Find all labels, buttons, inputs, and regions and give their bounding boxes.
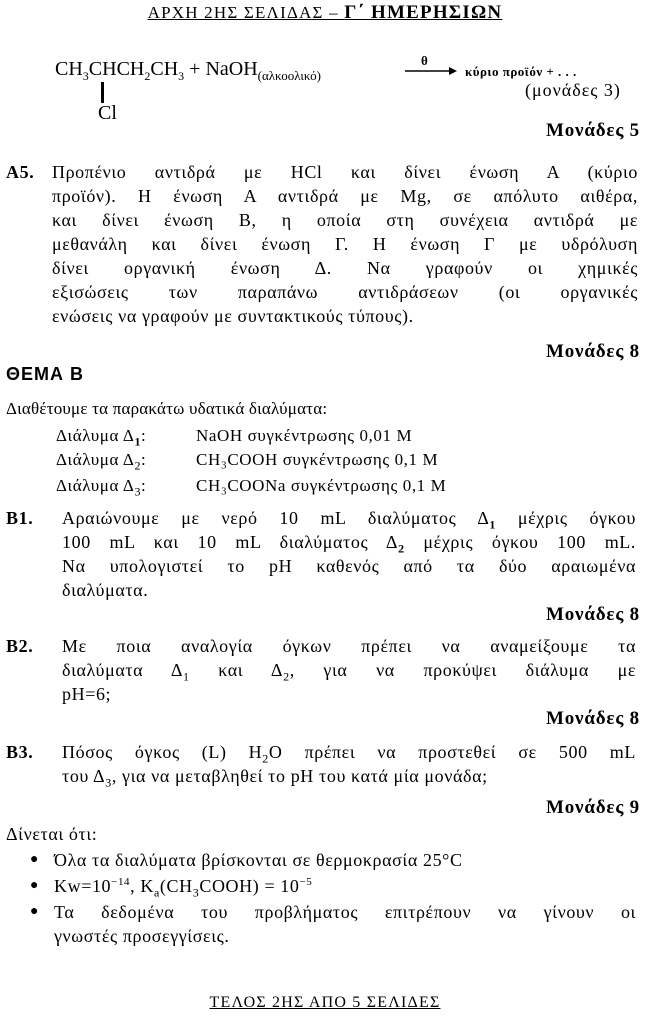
marks-b2: Μονάδες 8	[546, 708, 640, 729]
reaction-marks: (μονάδες 3)	[525, 80, 621, 100]
reaction-equation	[55, 58, 321, 81]
a5-line: και δίνει ένωση Β, η οποία στη συνέχεια αντιδρά με	[52, 210, 638, 230]
b1-line	[62, 506, 636, 530]
b3-sub: 2	[262, 751, 269, 766]
b3-label: Β3.	[6, 742, 34, 762]
b3-line	[62, 740, 636, 764]
given-text: , K	[130, 876, 154, 896]
b2-line	[62, 658, 636, 682]
solution-content: CH₃COONa συγκέντρωσης 0,1 M	[196, 476, 447, 495]
theme-b-title: ΘΕΜΑ Β	[6, 364, 84, 384]
b3-sub: 3	[105, 775, 112, 790]
b3-text: Πόσος όγκος (L) H	[62, 742, 263, 762]
b1-text: 100 mL και 10 mL διαλύματος Δ	[62, 532, 399, 552]
a5-line: δίνει οργανική ένωση Δ. Να γραφούν οι χημικές	[52, 258, 638, 278]
page-footer	[0, 994, 650, 1012]
b3-body	[62, 740, 636, 788]
b2-text: , για να προκύψει διάλυμα με	[289, 660, 637, 680]
b1-body	[62, 506, 636, 602]
solution-name: Διάλυμα Δ	[56, 450, 135, 469]
given-sup: −14	[111, 876, 131, 888]
solution-sub: 2	[134, 458, 142, 473]
given-line: γνωστές προσεγγίσεις.	[54, 926, 230, 946]
given-bullet-text	[30, 874, 636, 898]
a5-line: προϊόν). Η ένωση Α αντιδρά με Mg, σε απόλυτο αιθέρα,	[52, 186, 638, 206]
solution-content: NaOH συγκέντρωσης 0,01 M	[196, 426, 413, 445]
solution-sub: 3	[134, 484, 142, 499]
header-line	[148, 3, 503, 22]
b2-sub: 2	[283, 669, 290, 684]
reaction-arrow-icon	[405, 66, 457, 76]
given-sup: −5	[299, 876, 313, 888]
b2-line: Με ποια αναλογία όγκων πρέπει να αναμείξουμε τα	[62, 636, 636, 656]
reactant-sub: 3	[82, 69, 89, 83]
bullet-icon: ●	[30, 878, 40, 893]
a5-label: Α5.	[6, 162, 35, 182]
solution-sub: 1	[134, 434, 142, 449]
solution-row	[56, 424, 413, 449]
given-bullet-text: Όλα τα διαλύματα βρίσκονται σε θερμοκρασία 25°C	[54, 850, 463, 870]
solution-row	[56, 448, 439, 473]
a5-line: ενώσεις να γραφούν με συντακτικούς τύπους).	[52, 306, 414, 326]
b1-text: μέχρις όγκου	[496, 508, 636, 528]
b2-label: Β2.	[6, 636, 34, 656]
b3-text: O πρέπει να προστεθεί σε 500 mL	[268, 742, 636, 762]
marks-b3: Μονάδες 9	[546, 797, 640, 818]
reactant-mid: CHCH	[88, 58, 145, 80]
solution-name: Διάλυμα Δ	[56, 426, 135, 445]
given-bullet-text	[30, 900, 636, 948]
theme-b-intro: Διαθέτουμε τα παρακάτω υδατικά διαλύματα:	[6, 399, 328, 418]
marks-b1: Μονάδες 8	[546, 604, 640, 625]
b1-sub: 2	[398, 541, 405, 556]
solution-name: Διάλυμα Δ	[56, 476, 135, 495]
marks-a4: Μονάδες 5	[546, 120, 640, 141]
given-line: Τα δεδομένα του προβλήματος επιτρέπουν να γίνουν οι	[54, 902, 636, 922]
solution-colon: :	[141, 476, 147, 495]
b2-sub: 1	[183, 669, 190, 684]
given-text: Kw=10	[54, 876, 112, 896]
b1-label: Β1.	[6, 508, 34, 528]
reactant-ch3: CH	[55, 58, 83, 80]
reagent-naoh: + NaOH	[184, 58, 258, 80]
b1-sub: 1	[489, 517, 496, 532]
given-sub: a	[153, 885, 160, 900]
solution-content: CH₃COOH συγκέντρωσης 0,1 M	[196, 450, 439, 469]
a5-line: μεθανάλη και δίνει ένωση Γ. Η ένωση Γ με υδρόλυση	[52, 234, 638, 254]
b2-text: και Δ	[189, 660, 284, 680]
solution-colon: :	[141, 426, 147, 445]
b1-line	[62, 530, 636, 554]
given-intro: Δίνεται ότι:	[6, 824, 98, 844]
footer-text: ΤΕΛΟΣ 2ΗΣ ΑΠΟ 5 ΣΕΛΙΔΕΣ	[209, 994, 441, 1011]
b1-line: Να υπολογιστεί το pH καθενός από τα δύο αραιωμένα	[62, 556, 636, 576]
reactant-ch: CH	[150, 58, 179, 80]
reactant-sub: 3	[178, 69, 185, 83]
a5-body	[52, 160, 638, 328]
page-header	[0, 2, 650, 24]
reagent-condition: (αλκοολικό)	[257, 68, 322, 83]
b1-line: διαλύματα.	[62, 580, 149, 600]
reaction-products: κύριο προϊόν + . . .	[465, 64, 577, 79]
header-suffix: Γ΄ ΗΜΕΡΗΣΙΩΝ	[344, 2, 503, 23]
b3-text: , για να μεταβληθεί το pH του κατά μία μονάδα;	[111, 766, 488, 786]
b2-body	[62, 634, 636, 706]
b3-line	[62, 764, 636, 788]
b2-text: διαλύματα Δ	[62, 660, 184, 680]
b1-text: Αραιώνουμε με νερό 10 mL διαλύματος Δ	[62, 508, 490, 528]
marks-a5: Μονάδες 8	[546, 341, 640, 362]
header-prefix: ΑΡΧΗ 2ΗΣ ΣΕΛΙΔΑΣ –	[147, 3, 345, 22]
bullet-icon: ●	[30, 852, 40, 867]
given-bullet-row	[30, 900, 636, 948]
b1-text: μέχρις όγκου 100 mL.	[404, 532, 636, 552]
given-bullet-row	[30, 848, 636, 872]
a5-line: εξισώσεις των παραπάνω αντιδράσεων (οι οργανικές	[52, 282, 638, 302]
bullet-icon: ●	[30, 904, 40, 919]
given-bullet-row	[30, 874, 636, 898]
b2-line: pH=6;	[62, 684, 112, 704]
reaction-branch-cl: Cl	[98, 102, 117, 124]
given-sub: 3	[192, 885, 200, 900]
b3-text: του Δ	[62, 766, 106, 786]
given-text: (CH	[159, 876, 193, 896]
solution-colon: :	[141, 450, 147, 469]
given-text: COOH) = 10	[199, 876, 300, 896]
reaction-bond-line	[101, 82, 104, 103]
solution-row	[56, 474, 447, 499]
reaction-arrow-label: θ	[421, 53, 428, 68]
reactant-sub: 2	[144, 69, 151, 83]
a5-line: Προπένιο αντιδρά με HCl και δίνει ένωση Α (κύριο	[52, 162, 638, 182]
